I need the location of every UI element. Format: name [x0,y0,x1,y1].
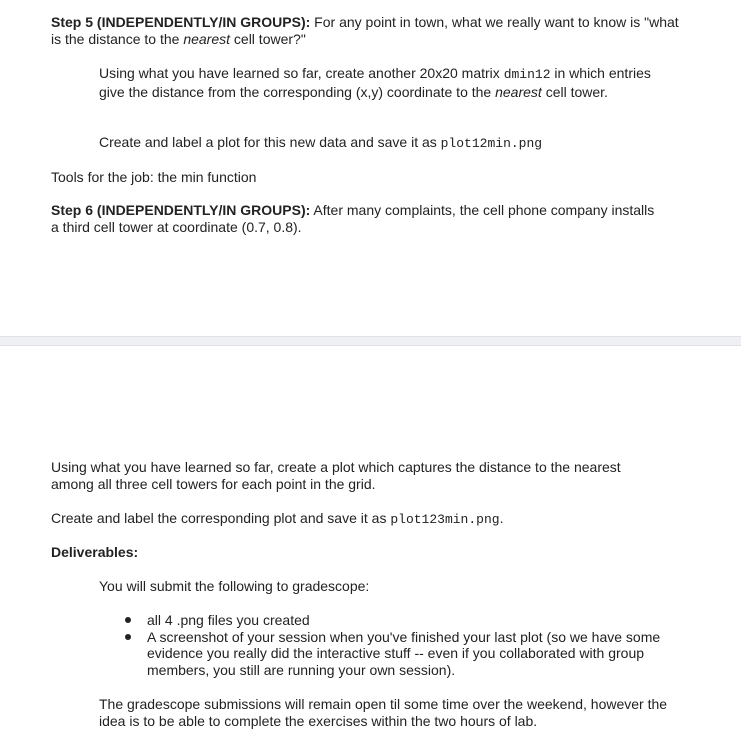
step5-tools: Tools for the job: the min function [51,169,257,185]
step5-intro-emphasis: nearest [183,30,231,47]
filename-plot123min: plot123min.png [390,512,500,527]
list-item [99,629,679,679]
step5-intro: For any point in town, what we really want to know is "what is the distance to the [51,14,679,47]
filename-plot12min: plot12min.png [440,136,543,151]
step5-instruction-text-3: cell tower. [541,83,608,100]
step6-text: After many complaints, the cell phone company installs a third cell tower at coordinate (0.7, 0.8). [51,202,655,235]
list-item-text: A screenshot of your session when you've finished your last plot (so we have some evidence you really did the interactive stuff -- even if you collaborated with group members, you still are running your own session). [147,628,661,678]
step5-plot-instruction [99,134,699,153]
document-page-top [0,0,741,336]
deliverables-heading-text: Deliverables: [51,544,139,560]
deliverables-closing: The gradescope submissions will remain open til some time over the weekend, however the idea is to be able to complete the exercises within the two hours of lab. [99,696,668,729]
variable-name-dmin12: dmin12 [503,67,551,82]
step5-instruction-text-2: in which entries give the distance from the corresponding (x,y) coordinate to the [99,65,651,100]
step5-paragraph [51,14,691,47]
step6-save-text: Create and label the corresponding plot and save it as [51,510,391,526]
bullet-icon [125,617,131,623]
step5-plot-text: Create and label a plot for this new data and save it as [99,134,441,150]
step5-instruction-emphasis: nearest [495,83,542,100]
step6-paragraph [51,202,661,235]
step6-heading: Step 6 (INDEPENDENTLY/IN GROUPS): [51,202,311,218]
list-item-text: all 4 .png files you created [147,612,310,628]
step6-save-end: . [499,510,504,526]
step5-heading: Step 5 (INDEPENDENTLY/IN GROUPS): [51,14,311,30]
document-page-bottom [0,346,741,746]
step5-intro-end: cell tower?" [230,30,306,47]
step6-plot-instruction: Using what you have learned so far, create a plot which captures the distance to the nearest among all three cell towers for each point in the grid. [51,459,621,492]
deliverables-heading [51,544,351,561]
step5-instruction [99,65,659,100]
page-break [0,336,741,346]
step5-instruction-text: Using what you have learned so far, create another 20x20 matrix [99,65,504,81]
deliverables-intro: You will submit the following to gradescope: [99,578,370,594]
deliverables-list [99,612,679,678]
list-item [99,612,679,629]
bullet-icon [125,634,131,640]
step6-save-instruction [51,510,651,529]
